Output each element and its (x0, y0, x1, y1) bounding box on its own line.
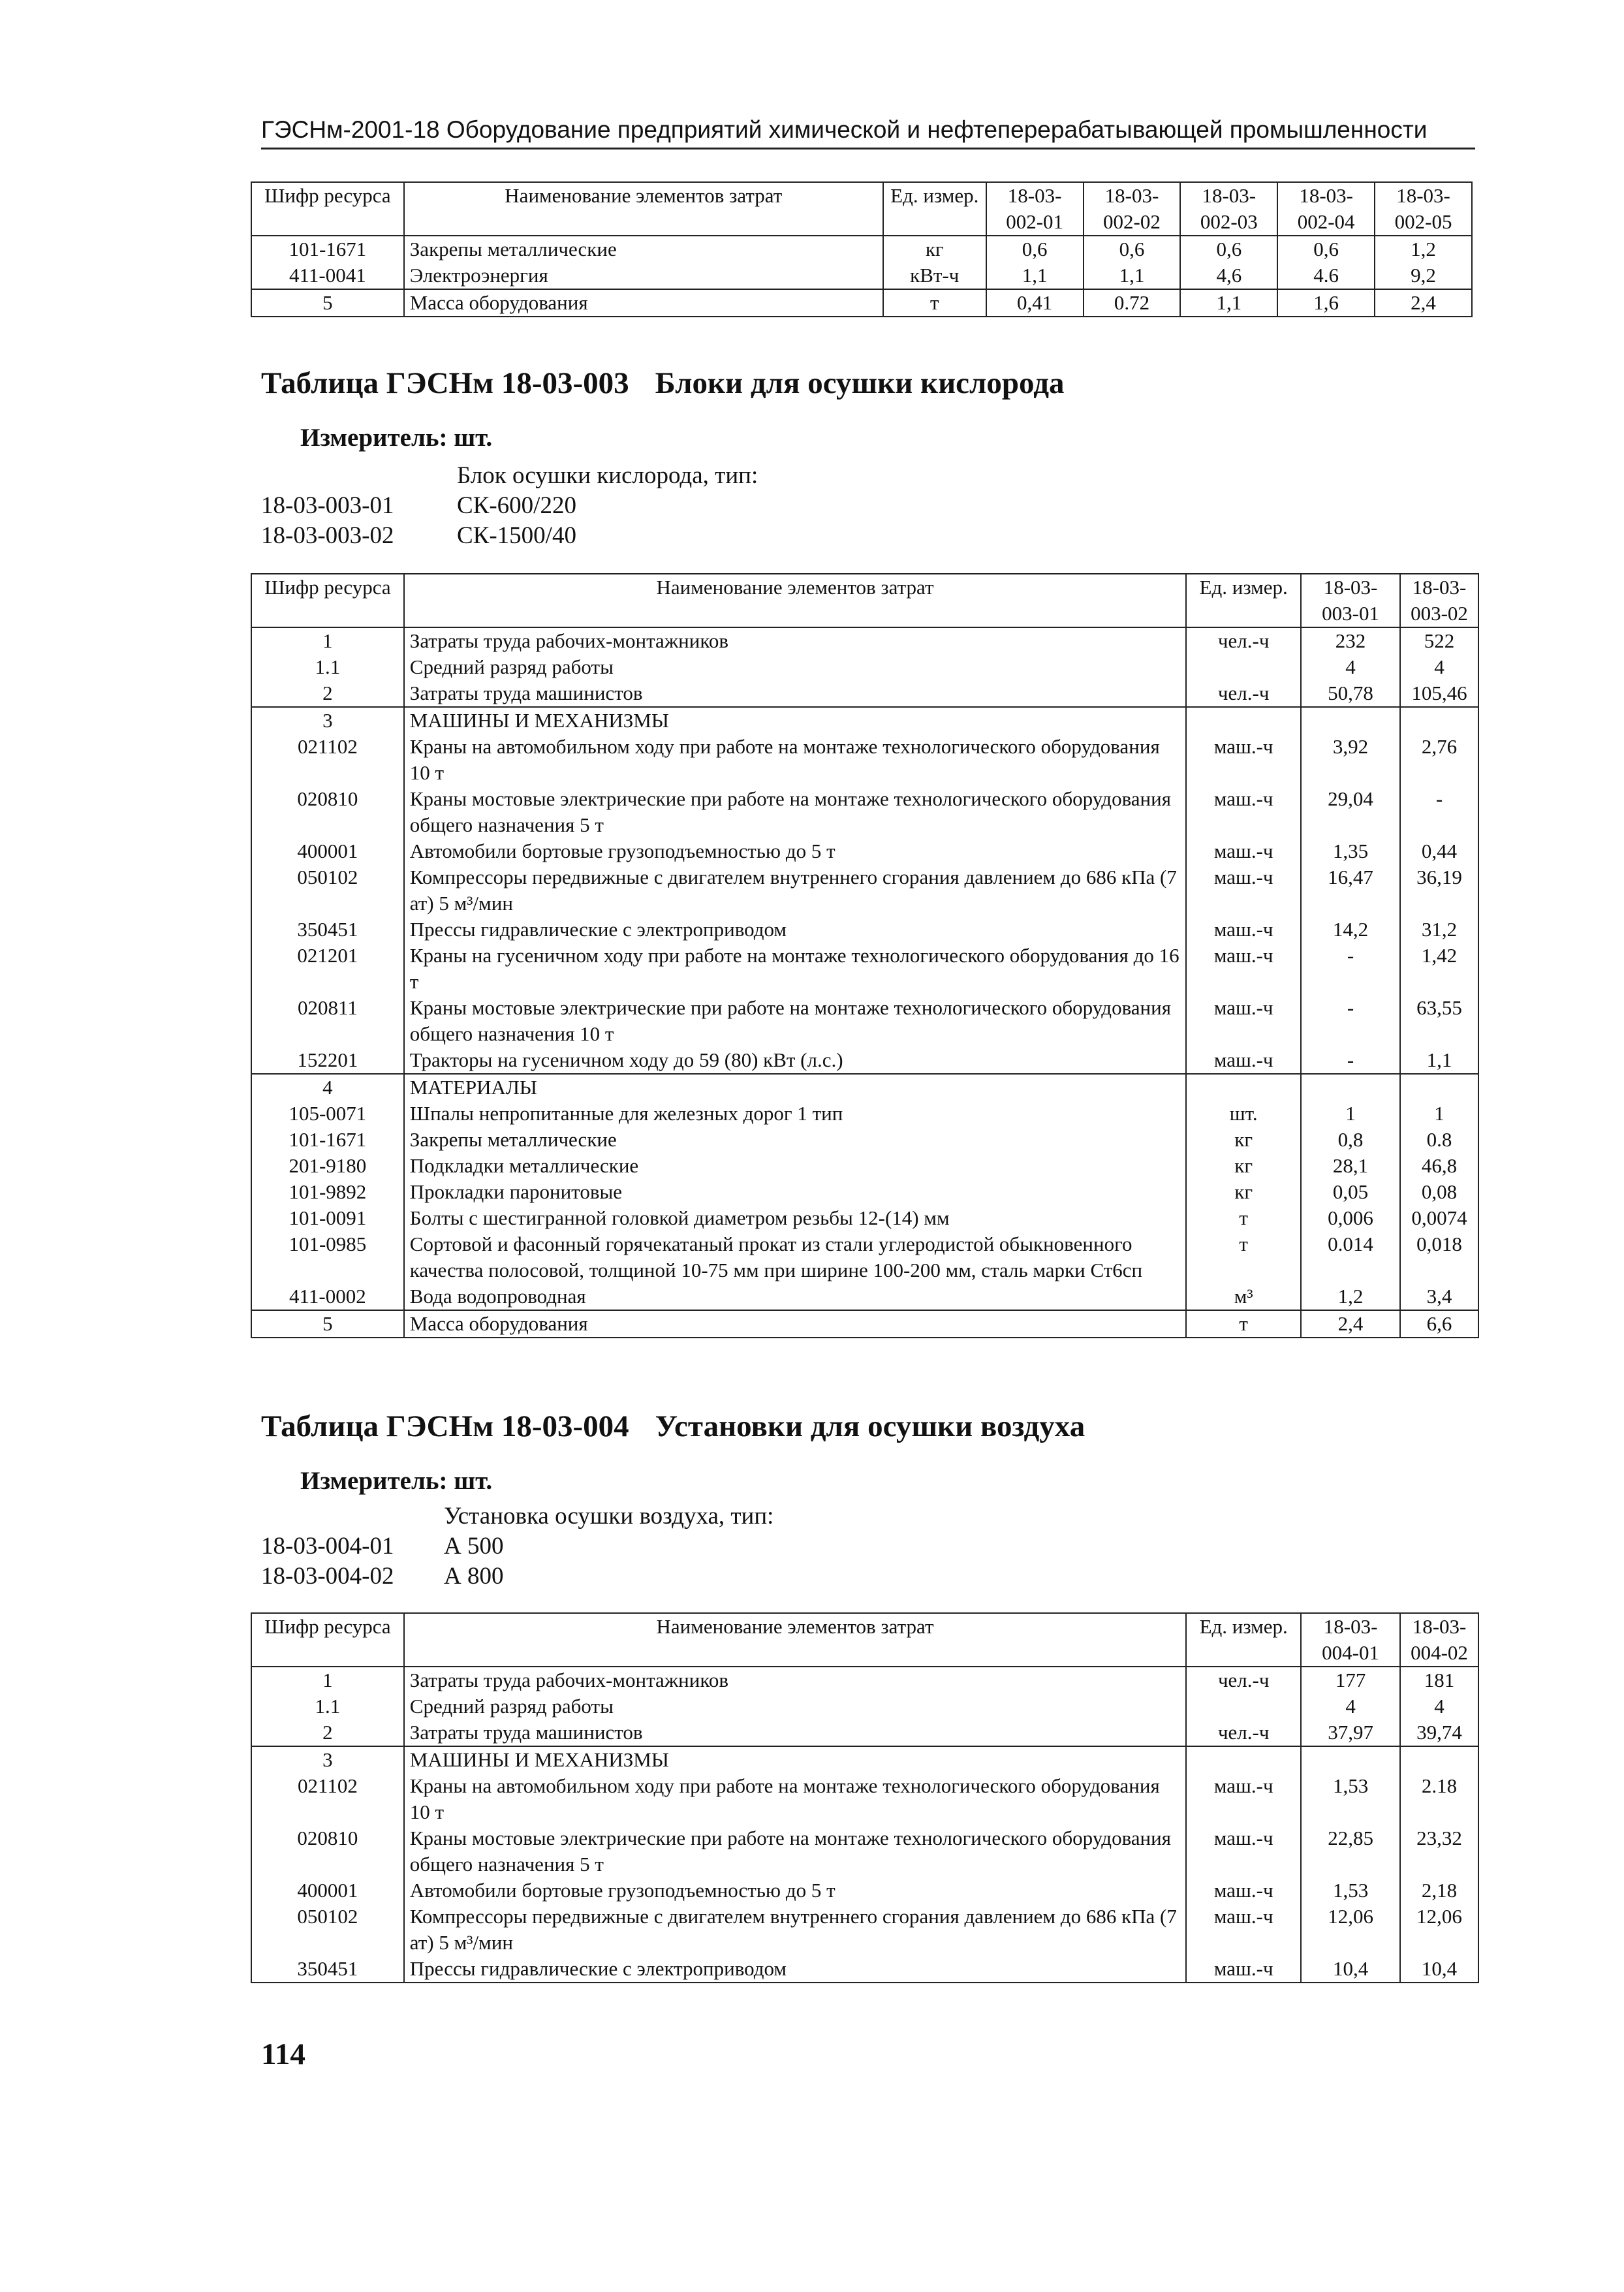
variant-label: А 800 (444, 1563, 504, 1590)
table-row (251, 236, 1472, 262)
resource-code: 101-1671 (251, 236, 404, 262)
unit: т (1186, 1310, 1301, 1338)
table-row (251, 734, 1478, 786)
unit: маш.-ч (1186, 1904, 1301, 1956)
value: 23,32 (1400, 1825, 1478, 1877)
unit: т (1186, 1205, 1301, 1231)
variant-code: 18-03-003-02 (261, 522, 394, 549)
table-row (251, 1877, 1478, 1904)
value: 0,6 (986, 236, 1084, 262)
table-row (251, 1693, 1478, 1719)
resource-code: 050102 (251, 864, 404, 917)
resource-code: 1.1 (251, 654, 404, 680)
value: 39,74 (1400, 1719, 1478, 1746)
value: - (1301, 995, 1400, 1047)
table-row (251, 1667, 1478, 1693)
table-row (251, 1825, 1478, 1877)
col-header-name: Наименование элементов затрат (404, 574, 1186, 627)
cost-item-name: Прокладки паронитовые (404, 1179, 1186, 1205)
value (1301, 707, 1400, 734)
section-heading-row (251, 1074, 1478, 1101)
table-row (251, 627, 1478, 654)
unit: чел.-ч (1186, 1667, 1301, 1693)
value: 0,05 (1301, 1179, 1400, 1205)
value: 1,2 (1375, 236, 1472, 262)
value: 0.014 (1301, 1231, 1400, 1283)
variant-row (261, 521, 758, 551)
value: 28,1 (1301, 1153, 1400, 1179)
col-header-variant: 18-03-002-01 (986, 182, 1084, 236)
cost-item-name: Закрепы металлические (404, 1127, 1186, 1153)
value: 0.72 (1084, 289, 1181, 317)
table-row (251, 864, 1478, 917)
col-header-variant: 18-03-003-01 (1301, 574, 1400, 627)
table-row (251, 1773, 1478, 1825)
resource-code: 350451 (251, 917, 404, 943)
value: 4 (1400, 654, 1478, 680)
page-number: 114 (261, 2037, 305, 2071)
cost-item-name: Болты с шестигранной головкой диаметром резьбы 12-(14) мм (404, 1205, 1186, 1231)
col-header-variant: 18-03-002-02 (1084, 182, 1181, 236)
measure-unit: Измеритель: шт. (300, 424, 493, 452)
unit: маш.-ч (1186, 1773, 1301, 1825)
value: 1,53 (1301, 1877, 1400, 1904)
cost-item-name: МАШИНЫ И МЕХАНИЗМЫ (404, 707, 1186, 734)
unit: маш.-ч (1186, 1825, 1301, 1877)
value (1301, 1746, 1400, 1773)
value: 14,2 (1301, 917, 1400, 943)
value: 0,6 (1084, 236, 1181, 262)
value: 0,44 (1400, 838, 1478, 864)
variant-label: СК-600/220 (457, 492, 576, 519)
value: 0,006 (1301, 1205, 1400, 1231)
value: 6,6 (1400, 1310, 1478, 1338)
table-row (251, 654, 1478, 680)
value: 9,2 (1375, 262, 1472, 289)
value: 4.6 (1277, 262, 1375, 289)
table-row (251, 1153, 1478, 1179)
value (1400, 1074, 1478, 1101)
value: 1,2 (1301, 1283, 1400, 1310)
unit: маш.-ч (1186, 917, 1301, 943)
value: 31,2 (1400, 917, 1478, 943)
resource-code: 3 (251, 707, 404, 734)
cost-item-name: МАТЕРИАЛЫ (404, 1074, 1186, 1101)
unit (1186, 1693, 1301, 1719)
table-row (251, 1101, 1478, 1127)
unit: кг (883, 236, 986, 262)
variant-list (261, 461, 758, 551)
measure-unit: Измеритель: шт. (300, 1467, 493, 1495)
unit: кг (1186, 1127, 1301, 1153)
value: 3,4 (1400, 1283, 1478, 1310)
unit: маш.-ч (1186, 1047, 1301, 1074)
value: 1,35 (1301, 838, 1400, 864)
unit: маш.-ч (1186, 943, 1301, 995)
resource-code: 411-0041 (251, 262, 404, 289)
value: 181 (1400, 1667, 1478, 1693)
resource-code: 411-0002 (251, 1283, 404, 1310)
unit: м³ (1186, 1283, 1301, 1310)
table-row (251, 1231, 1478, 1283)
cost-item-name: Затраты труда рабочих-монтажников (404, 627, 1186, 654)
table-row (251, 289, 1472, 317)
value: 0,0074 (1400, 1205, 1478, 1231)
resource-code: 050102 (251, 1904, 404, 1956)
table-row (251, 1179, 1478, 1205)
value: 22,85 (1301, 1825, 1400, 1877)
table-row (251, 917, 1478, 943)
cost-item-name: Автомобили бортовые грузоподъемностью до 5 т (404, 838, 1186, 864)
variant-list (261, 1501, 773, 1592)
col-header-variant: 18-03-002-04 (1277, 182, 1375, 236)
value: 1,42 (1400, 943, 1478, 995)
value: 0,018 (1400, 1231, 1478, 1283)
value: 37,97 (1301, 1719, 1400, 1746)
section-heading-row (251, 1746, 1478, 1773)
value: 1,1 (1084, 262, 1181, 289)
value: 3,92 (1301, 734, 1400, 786)
cost-item-name: Затраты труда рабочих-монтажников (404, 1667, 1186, 1693)
col-header-variant: 18-03-004-02 (1400, 1613, 1478, 1667)
value: 4 (1400, 1693, 1478, 1719)
cost-item-name: Компрессоры передвижные с двигателем внутреннего сгорания давлением до 686 кПа (7 ат) 5 м³/мин (404, 864, 1186, 917)
section-title (261, 1409, 1085, 1444)
cost-item-name: Электроэнергия (404, 262, 883, 289)
unit: маш.-ч (1186, 864, 1301, 917)
unit (1186, 1746, 1301, 1773)
section-title (261, 366, 1064, 401)
cost-item-name: Масса оборудования (404, 289, 883, 317)
section-code: Таблица ГЭСНм 18-03-003 (261, 366, 629, 400)
col-header-unit: Ед. измер. (1186, 574, 1301, 627)
unit (1186, 654, 1301, 680)
col-header-variant: 18-03-002-05 (1375, 182, 1472, 236)
resource-code: 101-0985 (251, 1231, 404, 1283)
cost-item-name: Краны мостовые электрические при работе на монтаже технологического оборудования общего назначения 10 т (404, 995, 1186, 1047)
section-heading-row (251, 707, 1478, 734)
resource-code: 201-9180 (251, 1153, 404, 1179)
col-header-variant: 18-03-002-03 (1180, 182, 1277, 236)
table-row (251, 1310, 1478, 1338)
cost-item-name: МАШИНЫ И МЕХАНИЗМЫ (404, 1746, 1186, 1773)
unit: кг (1186, 1153, 1301, 1179)
cost-item-name: Краны мостовые электрические при работе на монтаже технологического оборудования общего назначения 5 т (404, 786, 1186, 838)
value: 0.8 (1400, 1127, 1478, 1153)
unit (1186, 707, 1301, 734)
value: 46,8 (1400, 1153, 1478, 1179)
section-code: Таблица ГЭСНм 18-03-004 (261, 1409, 629, 1443)
cost-item-name: Шпалы непропитанные для железных дорог 1 тип (404, 1101, 1186, 1127)
value: 2,4 (1375, 289, 1472, 317)
variant-code: 18-03-004-01 (261, 1533, 394, 1560)
cost-item-name: Сортовой и фасонный горячекатаный прокат из стали углеродистой обыкновенного качества полосовой, толщиной 10-75 мм при ширине 100-200 мм, сталь марки Ст6сп (404, 1231, 1186, 1283)
cost-item-name: Закрепы металлические (404, 236, 883, 262)
resource-code: 021102 (251, 734, 404, 786)
table-row (251, 786, 1478, 838)
value: - (1301, 943, 1400, 995)
resource-code: 020810 (251, 786, 404, 838)
value: 1,6 (1277, 289, 1375, 317)
cost-item-name: Краны на автомобильном ходу при работе на монтаже технологического оборудования 10 т (404, 1773, 1186, 1825)
table-row (251, 1719, 1478, 1746)
resource-code: 101-0091 (251, 1205, 404, 1231)
table-row (251, 1047, 1478, 1074)
cost-item-name: Масса оборудования (404, 1310, 1186, 1338)
value: 232 (1301, 627, 1400, 654)
value: 63,55 (1400, 995, 1478, 1047)
value: 1,1 (1180, 289, 1277, 317)
value: 12,06 (1400, 1904, 1478, 1956)
unit: маш.-ч (1186, 995, 1301, 1047)
variant-row (261, 1562, 773, 1592)
resource-code: 2 (251, 1719, 404, 1746)
variant-lead: Блок осушки кислорода, тип: (457, 462, 758, 489)
value: - (1301, 1047, 1400, 1074)
col-header-code: Шифр ресурса (251, 1613, 404, 1667)
unit: шт. (1186, 1101, 1301, 1127)
value: 105,46 (1400, 680, 1478, 707)
resource-code: 3 (251, 1746, 404, 1773)
resource-code: 101-9892 (251, 1179, 404, 1205)
resource-code: 020811 (251, 995, 404, 1047)
unit: маш.-ч (1186, 838, 1301, 864)
value: 0,8 (1301, 1127, 1400, 1153)
unit: чел.-ч (1186, 627, 1301, 654)
resource-code: 400001 (251, 838, 404, 864)
variant-label: А 500 (444, 1533, 504, 1560)
col-header-code: Шифр ресурса (251, 574, 404, 627)
value (1400, 1746, 1478, 1773)
variant-code: 18-03-004-02 (261, 1563, 394, 1590)
value: 0,6 (1277, 236, 1375, 262)
cost-item-name: Затраты труда машинистов (404, 1719, 1186, 1746)
table-row (251, 262, 1472, 289)
value: 1 (1400, 1101, 1478, 1127)
resource-code: 5 (251, 289, 404, 317)
value: 2,76 (1400, 734, 1478, 786)
value: 12,06 (1301, 1904, 1400, 1956)
col-header-variant: 18-03-004-01 (1301, 1613, 1400, 1667)
value: 1 (1301, 1101, 1400, 1127)
unit (1186, 1074, 1301, 1101)
table-row (251, 1205, 1478, 1231)
value: 10,4 (1301, 1956, 1400, 1983)
value: - (1400, 786, 1478, 838)
section-name: Блоки для осушки кислорода (655, 366, 1065, 400)
table-row (251, 943, 1478, 995)
unit: маш.-ч (1186, 1877, 1301, 1904)
unit: т (883, 289, 986, 317)
resource-code: 021102 (251, 1773, 404, 1825)
value: 2,4 (1301, 1310, 1400, 1338)
cost-item-name: Подкладки металлические (404, 1153, 1186, 1179)
unit: т (1186, 1231, 1301, 1283)
cost-item-name: Прессы гидравлические с электроприводом (404, 1956, 1186, 1983)
col-header-unit: Ед. измер. (883, 182, 986, 236)
value: 4 (1301, 1693, 1400, 1719)
value: 4 (1301, 654, 1400, 680)
resource-code: 020810 (251, 1825, 404, 1877)
resource-code: 2 (251, 680, 404, 707)
unit: маш.-ч (1186, 1956, 1301, 1983)
col-header-variant: 18-03-003-02 (1400, 574, 1478, 627)
cost-item-name: Краны мостовые электрические при работе на монтаже технологического оборудования общего назначения 5 т (404, 1825, 1186, 1877)
col-header-unit: Ед. измер. (1186, 1613, 1301, 1667)
col-header-code: Шифр ресурса (251, 182, 404, 236)
value: 2,18 (1400, 1877, 1478, 1904)
value: 36,19 (1400, 864, 1478, 917)
table-18-03-004 (251, 1612, 1479, 1983)
value: 1,53 (1301, 1773, 1400, 1825)
unit: чел.-ч (1186, 1719, 1301, 1746)
value: 522 (1400, 627, 1478, 654)
value: 50,78 (1301, 680, 1400, 707)
value: 2.18 (1400, 1773, 1478, 1825)
variant-label: СК-1500/40 (457, 522, 576, 549)
unit: кг (1186, 1179, 1301, 1205)
table-row (251, 1127, 1478, 1153)
cost-item-name: Вода водопроводная (404, 1283, 1186, 1310)
variant-lead: Установка осушки воздуха, тип: (444, 1503, 774, 1530)
running-header: ГЭСНм-2001-18 Оборудование предприятий химической и нефтеперерабатывающей промышленности (261, 116, 1475, 149)
cost-item-name: Компрессоры передвижные с двигателем внутреннего сгорания давлением до 686 кПа (7 ат) 5 м³/мин (404, 1904, 1186, 1956)
table-18-03-003 (251, 573, 1479, 1338)
cost-item-name: Затраты труда машинистов (404, 680, 1186, 707)
table-row (251, 838, 1478, 864)
resource-code: 101-1671 (251, 1127, 404, 1153)
resource-code: 1 (251, 1667, 404, 1693)
table-row (251, 1904, 1478, 1956)
col-header-name: Наименование элементов затрат (404, 182, 883, 236)
resource-code: 021201 (251, 943, 404, 995)
table-row (251, 995, 1478, 1047)
resource-code: 1.1 (251, 1693, 404, 1719)
resource-code: 400001 (251, 1877, 404, 1904)
cost-item-name: Краны на гусеничном ходу при работе на монтаже технологического оборудования до 16 т (404, 943, 1186, 995)
resource-code: 105-0071 (251, 1101, 404, 1127)
unit: кВт-ч (883, 262, 986, 289)
col-header-name: Наименование элементов затрат (404, 1613, 1186, 1667)
value: 1,1 (986, 262, 1084, 289)
resource-code: 350451 (251, 1956, 404, 1983)
variant-code: 18-03-003-01 (261, 492, 394, 519)
cost-item-name: Автомобили бортовые грузоподъемностью до 5 т (404, 1877, 1186, 1904)
unit: чел.-ч (1186, 680, 1301, 707)
variant-row (261, 1531, 773, 1562)
resource-code: 152201 (251, 1047, 404, 1074)
value: 29,04 (1301, 786, 1400, 838)
cost-item-name: Средний разряд работы (404, 654, 1186, 680)
resource-code: 4 (251, 1074, 404, 1101)
cost-item-name: Тракторы на гусеничном ходу до 59 (80) кВт (л.с.) (404, 1047, 1186, 1074)
value: 0,08 (1400, 1179, 1478, 1205)
value: 16,47 (1301, 864, 1400, 917)
value: 177 (1301, 1667, 1400, 1693)
value: 0,6 (1180, 236, 1277, 262)
value: 0,41 (986, 289, 1084, 317)
table-row (251, 680, 1478, 707)
value: 10,4 (1400, 1956, 1478, 1983)
cost-item-name: Краны на автомобильном ходу при работе на монтаже технологического оборудования 10 т (404, 734, 1186, 786)
cost-item-name: Прессы гидравлические с электроприводом (404, 917, 1186, 943)
unit: маш.-ч (1186, 786, 1301, 838)
resource-code: 1 (251, 627, 404, 654)
value: 1,1 (1400, 1047, 1478, 1074)
table-row (251, 1956, 1478, 1983)
value (1301, 1074, 1400, 1101)
table-row (251, 1283, 1478, 1310)
value (1400, 707, 1478, 734)
cost-item-name: Средний разряд работы (404, 1693, 1186, 1719)
unit: маш.-ч (1186, 734, 1301, 786)
section-name: Установки для осушки воздуха (655, 1409, 1085, 1443)
value: 4,6 (1180, 262, 1277, 289)
table-18-03-002 (251, 181, 1473, 317)
resource-code: 5 (251, 1310, 404, 1338)
variant-row (261, 491, 758, 521)
